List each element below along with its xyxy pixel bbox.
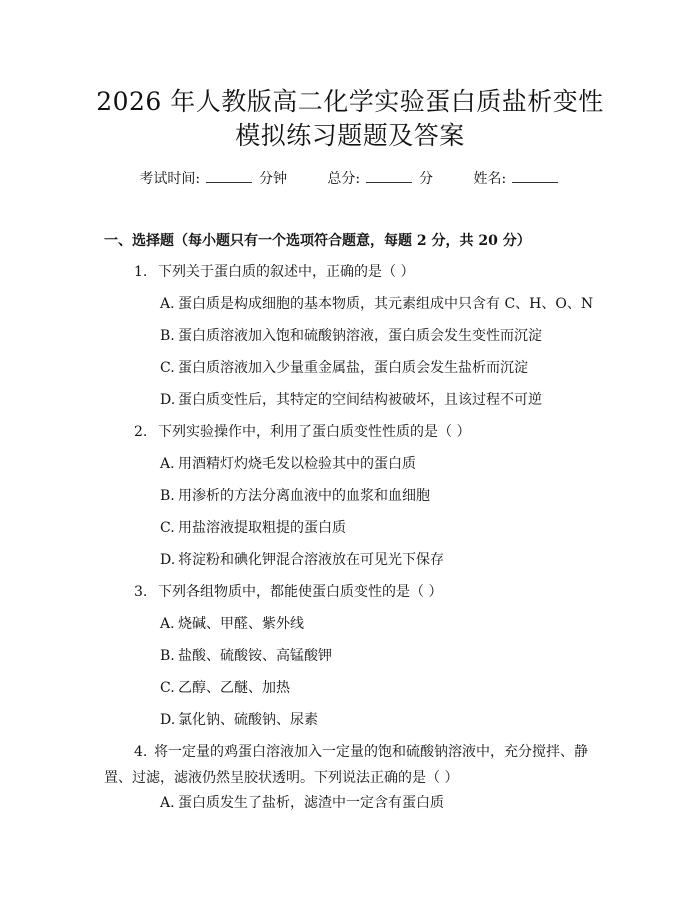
exam-info-line [0, 168, 700, 189]
option-letter: A. [160, 795, 175, 811]
option-text: 乙醇、乙醚、加热 [178, 680, 290, 696]
question-text: 下列各组物质中，都能使蛋白质变性的是（ ） [158, 584, 443, 600]
option-text: 用盐溶液提取粗提的蛋白质 [178, 520, 346, 536]
question-1-option-d [160, 390, 542, 410]
option-text: 烧碱、甲醛、紫外线 [178, 616, 304, 632]
question-number: 3. [134, 584, 148, 600]
question-2-option-a [160, 454, 416, 474]
section-header-choice: 一、选择题（每小题只有一个选项符合题意，每题 2 分，共 20 分） [104, 233, 531, 249]
question-text: 下列关于蛋白质的叙述中，正确的是（ ） [158, 264, 415, 280]
question-1 [134, 262, 414, 282]
option-letter: A. [160, 616, 175, 632]
question-4-option-a [160, 793, 444, 813]
option-text: 蛋白质发生了盐析，滤渣中一定含有蛋白质 [178, 795, 444, 811]
option-text: 将淀粉和碘化钾混合溶液放在可见光下保存 [178, 552, 444, 568]
exam-time-field [139, 171, 291, 187]
question-3-option-a [160, 614, 304, 634]
option-letter: D. [160, 392, 176, 408]
student-name-field [473, 171, 560, 187]
question-3-option-b [160, 646, 332, 666]
student-name-blank [512, 168, 558, 183]
option-text: 盐酸、硫酸铵、高锰酸钾 [178, 648, 332, 664]
option-text: 蛋白质变性后，其特定的空间结构被破坏，且该过程不可逆 [178, 392, 542, 408]
option-letter: C. [160, 680, 175, 696]
option-letter: B. [160, 648, 175, 664]
question-2-option-c [160, 518, 346, 538]
exam-time-blank [206, 168, 252, 183]
question-2-option-b [160, 486, 430, 506]
option-letter: B. [160, 488, 175, 504]
option-text: 蛋白质溶液加入少量重金属盐，蛋白质会发生盐析而沉淀 [178, 360, 528, 376]
question-1-option-b [160, 326, 542, 346]
option-letter: C. [160, 360, 175, 376]
question-3-option-c [160, 678, 290, 698]
option-letter: A. [160, 456, 175, 472]
option-text: 用渗析的方法分离血液中的血浆和血细胞 [178, 488, 430, 504]
question-1-option-a [160, 294, 593, 314]
document-title-line-1: 2026 年人教版高二化学实验蛋白质盐析变性 [96, 87, 604, 116]
question-text: 将一定量的鸡蛋白溶液加入一定量的饱和硫酸钠溶液中，充分搅拌、静置、过滤，滤液仍然呈胶状透明。下列说法正确的是（ ） [104, 744, 588, 786]
question-2 [134, 422, 470, 442]
total-score-unit: 分 [419, 171, 434, 187]
question-number: 4. [134, 744, 148, 760]
question-number: 2. [134, 424, 148, 440]
option-letter: B. [160, 328, 175, 344]
option-letter: D. [160, 552, 176, 568]
option-text: 蛋白质是构成细胞的基本物质，其元素组成中只含有 C、H、O、N [178, 296, 594, 312]
option-text: 蛋白质溶液加入饱和硫酸钠溶液，蛋白质会发生变性而沉淀 [178, 328, 542, 344]
question-4 [104, 739, 590, 791]
question-2-option-d [160, 550, 444, 570]
question-3 [134, 582, 442, 602]
exam-time-unit: 分钟 [258, 171, 287, 187]
total-score-label: 总分: [327, 171, 361, 187]
exam-time-label: 考试时间: [139, 171, 201, 187]
option-text: 氯化钠、硫酸钠、尿素 [178, 712, 318, 728]
question-number: 1. [134, 264, 148, 280]
question-3-option-d [160, 710, 318, 730]
total-score-blank [366, 168, 412, 183]
option-text: 用酒精灯灼烧毛发以检验其中的蛋白质 [178, 456, 416, 472]
option-letter: A. [160, 296, 175, 312]
question-text: 下列实验操作中，利用了蛋白质变性性质的是（ ） [158, 424, 471, 440]
document-title-line-2: 模拟练习题题及答案 [235, 121, 465, 150]
option-letter: C. [160, 520, 175, 536]
student-name-label: 姓名: [473, 171, 507, 187]
question-1-option-c [160, 358, 528, 378]
total-score-field [327, 171, 437, 187]
option-letter: D. [160, 712, 176, 728]
